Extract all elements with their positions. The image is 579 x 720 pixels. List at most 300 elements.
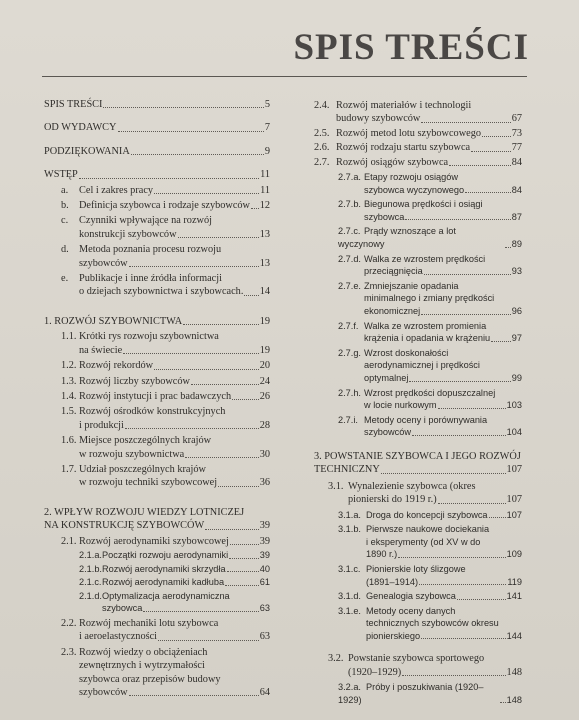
toc-entry-number: 3.1.e. xyxy=(338,605,361,616)
toc-entry-label xyxy=(61,243,221,256)
toc-entry xyxy=(44,576,270,589)
toc-entry-title: 1890 r.) xyxy=(366,549,398,560)
toc-entry xyxy=(44,390,270,403)
toc-entry xyxy=(44,168,270,181)
toc-page-number: 89 xyxy=(511,239,522,249)
toc-entry-number: 1.3. xyxy=(61,375,77,387)
toc-entry xyxy=(314,450,522,463)
toc-entry-title: Walka ze wzrostem prędkości xyxy=(364,253,486,264)
toc-entry-number: a. xyxy=(61,184,69,196)
toc-entry-title: 2. WPŁYW ROZWOJU WIEDZY LOTNICZEJ xyxy=(44,506,245,518)
toc-entry-title: aerodynamicznej i prędkości xyxy=(364,360,480,371)
toc-entry xyxy=(314,171,522,184)
toc-entry xyxy=(314,359,522,372)
toc-entry-title: w rozwoju techniki szybowcowej xyxy=(79,477,218,489)
dot-leader xyxy=(457,599,506,600)
toc-entry-title: Definicja szybowca i rodzaje szybowców xyxy=(79,200,250,212)
toc-page-number: 24 xyxy=(259,375,270,387)
toc-entry-label xyxy=(338,305,420,318)
toc-entry xyxy=(314,225,522,250)
toc-entry-number: 3.1.d. xyxy=(338,591,361,602)
toc-entry-title: 3. POWSTANIE SZYBOWCA I JEGO ROZWÓJ xyxy=(314,450,521,462)
toc-entry-title: Rozwój instytucji i prac badawczych xyxy=(79,390,232,402)
toc-entry-label xyxy=(338,211,404,224)
toc-entry-label xyxy=(79,602,142,615)
toc-entry-label xyxy=(338,399,437,412)
toc-entry-title: Pionierskie loty ślizgowe xyxy=(366,563,466,574)
dot-leader xyxy=(229,558,259,559)
toc-entry-number: 2.7.h. xyxy=(338,387,361,398)
dot-leader xyxy=(230,544,259,545)
toc-entry xyxy=(44,243,270,256)
toc-entry xyxy=(44,184,270,197)
toc-entry xyxy=(314,666,522,679)
toc-entry-number: 1.1. xyxy=(61,331,77,343)
toc-entry-label xyxy=(314,127,481,140)
toc-page-number: 5 xyxy=(264,99,270,110)
toc-entry xyxy=(44,535,270,548)
toc-entry xyxy=(314,523,522,536)
toc-entry-title: minimalnego i zmiany prędkości xyxy=(364,293,495,304)
toc-entry-label xyxy=(328,480,475,493)
toc-entry xyxy=(314,320,522,333)
toc-entry-title: Początki rozwoju aerodynamiki xyxy=(102,549,229,560)
toc-entry xyxy=(314,372,522,385)
toc-entry-number: 2.7.b. xyxy=(338,199,361,210)
toc-entry xyxy=(314,493,522,506)
dot-leader xyxy=(205,529,259,530)
toc-entry-title: Rozwój ośrodków konstrukcyjnych xyxy=(79,406,226,418)
toc-entry-label xyxy=(338,387,495,400)
toc-entry xyxy=(44,145,270,158)
toc-entry-number: 3.2.a. xyxy=(338,682,361,693)
toc-page-number: 40 xyxy=(259,563,270,574)
toc-page-number: 19 xyxy=(259,315,270,327)
toc-page-number: 63 xyxy=(259,603,270,614)
toc-entry-label xyxy=(338,347,448,360)
title-rule xyxy=(42,76,527,77)
toc-page-number: 28 xyxy=(259,419,270,431)
toc-page-number: 87 xyxy=(511,211,522,222)
toc-entry-number: c. xyxy=(61,215,69,227)
toc-entry-label xyxy=(61,184,153,197)
toc-page-number: 7 xyxy=(264,122,270,134)
toc-entry-number: 2.7.c. xyxy=(338,226,361,237)
toc-entry xyxy=(314,563,522,576)
toc-entry xyxy=(44,359,270,372)
toc-entry-label xyxy=(338,509,488,522)
toc-entry-label xyxy=(338,184,464,197)
toc-entry-label xyxy=(61,199,250,212)
toc-entry-title: Wzrost prędkości dopuszczalnej xyxy=(364,387,496,398)
toc-entry-number: 1.2. xyxy=(61,360,77,372)
toc-entry-number: d. xyxy=(61,244,69,256)
toc-left-column xyxy=(44,98,270,699)
toc-entry-title: Wzrost doskonałości xyxy=(364,347,449,358)
dot-leader xyxy=(131,154,264,155)
toc-entry-label xyxy=(61,375,190,388)
toc-entry-title: (1891–1914) xyxy=(366,576,419,587)
dot-leader xyxy=(129,695,259,696)
dot-leader xyxy=(225,585,259,586)
toc-page-number: 107 xyxy=(506,464,522,476)
toc-entry-number: 2.1. xyxy=(61,535,77,547)
toc-entry-label xyxy=(61,344,122,357)
toc-entry-title: szybowca oraz przepisów budowy xyxy=(79,673,221,685)
toc-entry-number: 2.1.a. xyxy=(79,549,102,560)
toc-entry-title: Optymalizacja aerodynamiczna xyxy=(102,590,230,601)
toc-entry-title: ekonomicznej xyxy=(364,305,421,316)
toc-entry-title: Metody oceny danych xyxy=(366,605,456,616)
toc-entry-label xyxy=(61,646,207,659)
toc-entry-label xyxy=(338,198,483,211)
toc-entry-title: na świecie xyxy=(79,344,123,356)
toc-entry-number: 2.6. xyxy=(314,142,330,154)
toc-entry xyxy=(44,476,270,489)
toc-entry xyxy=(44,419,270,432)
toc-entry-title: Rozwój materiałów i technologii xyxy=(336,100,472,111)
toc-entry-label xyxy=(44,506,244,519)
toc-entry xyxy=(314,652,522,665)
toc-entry-number: 2.1.b. xyxy=(79,563,102,574)
toc-page-number: 104 xyxy=(506,427,522,438)
dot-leader xyxy=(419,584,506,585)
toc-entry xyxy=(314,399,522,412)
toc-entry-title: Walka ze wzrostem promienia xyxy=(364,320,487,331)
toc-entry-label xyxy=(338,630,420,643)
toc-entry-label xyxy=(61,659,205,672)
toc-entry-label xyxy=(338,359,480,372)
toc-entry-label xyxy=(61,390,231,403)
dot-leader xyxy=(505,247,511,248)
toc-entry-label xyxy=(61,272,222,285)
toc-entry xyxy=(44,448,270,461)
toc-entry-number: 3.2. xyxy=(328,653,344,665)
toc-entry xyxy=(314,590,522,603)
toc-entry-title: PODZIĘKOWANIA xyxy=(44,145,130,157)
toc-entry-title: budowy szybowców xyxy=(336,113,421,125)
toc-entry-title: szybowców xyxy=(79,686,128,698)
toc-entry-number: 1.5. xyxy=(61,406,77,418)
toc-entry-title: Rozwój aerodynamiki kadłuba xyxy=(102,577,225,588)
dot-leader xyxy=(123,353,259,354)
toc-page-number: 12 xyxy=(259,200,270,212)
dot-leader xyxy=(421,638,506,639)
toc-entry-label xyxy=(79,576,224,589)
toc-entry-label xyxy=(61,214,212,227)
toc-page-number: 144 xyxy=(506,630,522,641)
toc-entry xyxy=(44,257,270,270)
toc-entry-label xyxy=(338,332,490,345)
toc-entry xyxy=(314,463,522,476)
dot-leader xyxy=(118,131,264,132)
toc-page-number: 84 xyxy=(511,184,522,195)
toc-entry-title: Publikacje i inne źródła informacji xyxy=(79,273,222,285)
toc-entry xyxy=(314,548,522,561)
toc-entry xyxy=(314,292,522,305)
toc-entry-number: 2.7. xyxy=(314,156,330,168)
toc-entry-number: 2.7.g. xyxy=(338,347,361,358)
toc-entry xyxy=(314,414,522,427)
toc-page-number: 19 xyxy=(259,344,270,356)
dot-leader xyxy=(251,208,259,209)
toc-entry-label xyxy=(314,463,380,476)
toc-entry-label xyxy=(44,98,102,111)
toc-entry xyxy=(44,563,270,576)
toc-entry-label xyxy=(61,285,243,298)
toc-entry xyxy=(314,184,522,197)
toc-entry-number: 3.1.c. xyxy=(338,563,361,574)
toc-entry xyxy=(314,480,522,493)
toc-entry-label xyxy=(338,292,494,305)
toc-entry-title: Pierwsze naukowe dociekania xyxy=(366,524,490,535)
toc-entry-title: Rozwój metod lotu szybowcowego xyxy=(336,127,481,139)
toc-entry-number: 2.3. xyxy=(61,646,77,658)
toc-entry-label xyxy=(338,617,499,630)
toc-page-number: 9 xyxy=(264,145,270,157)
dot-leader xyxy=(491,341,511,342)
toc-entry-label xyxy=(338,536,480,549)
toc-entry-label xyxy=(61,228,177,241)
toc-entry-title: i eksperymenty (od XV w do xyxy=(366,536,481,547)
dot-leader xyxy=(412,435,506,436)
dot-leader xyxy=(421,122,510,123)
toc-entry-title: konstrukcji szybowców xyxy=(79,228,177,240)
dot-leader xyxy=(154,193,259,194)
toc-entry-label xyxy=(338,523,489,536)
toc-entry-title: Prądy wznoszące a lot wyczynowy xyxy=(338,226,456,249)
toc-entry-title: Wynalezienie szybowca (okres xyxy=(348,480,476,492)
toc-page-number: 26 xyxy=(259,390,270,402)
toc-entry-title: Cel i zakres pracy xyxy=(79,184,154,196)
toc-page-number: 97 xyxy=(511,333,522,344)
toc-page-number: 61 xyxy=(259,577,270,588)
toc-entry-title: szybowca xyxy=(102,603,143,614)
toc-entry-title: zewnętrznych i wytrzymałości xyxy=(79,660,205,672)
toc-entry-label xyxy=(79,549,228,562)
toc-page-number: 119 xyxy=(507,576,522,587)
toc-entry-label xyxy=(314,141,470,154)
toc-entry-title: Rozwój rodzaju startu szybowca xyxy=(336,142,471,154)
dot-leader xyxy=(398,557,506,558)
toc-page-number: 39 xyxy=(259,535,270,547)
toc-entry-label xyxy=(338,280,459,293)
toc-entry-label xyxy=(338,372,408,385)
toc-page-number: 63 xyxy=(259,631,270,643)
dot-leader xyxy=(421,314,511,315)
dot-leader xyxy=(143,611,258,612)
toc-entry xyxy=(44,375,270,388)
toc-entry xyxy=(314,280,522,293)
toc-entry-title: szybowców xyxy=(79,257,128,269)
toc-entry-label xyxy=(338,605,455,618)
toc-entry-title: Etapy rozwoju osiągów xyxy=(364,172,458,183)
toc-entry-number: e. xyxy=(61,273,69,285)
toc-page-number: 36 xyxy=(259,477,270,489)
toc-entry-number: 2.2. xyxy=(61,617,77,629)
toc-page-number: 109 xyxy=(506,549,522,560)
toc-entry-label xyxy=(338,320,486,333)
toc-entry-title: i produkcji xyxy=(79,419,124,431)
dot-leader xyxy=(178,237,259,238)
toc-entry-number: 2.7.e. xyxy=(338,280,361,291)
toc-entry-title: Rozwój rekordów xyxy=(79,360,154,372)
toc-entry-title: w rozwoju szybownictwa xyxy=(79,448,185,460)
toc-entry xyxy=(44,121,270,134)
toc-entry-title: (1920–1929) xyxy=(348,666,402,678)
dot-leader xyxy=(409,381,510,382)
toc-entry xyxy=(314,681,522,706)
toc-page-number: 13 xyxy=(259,228,270,240)
dot-leader xyxy=(185,457,258,458)
toc-entry-label xyxy=(328,493,437,506)
toc-entry xyxy=(44,686,270,699)
dot-leader xyxy=(449,165,511,166)
toc-entry-number: 2.1.c. xyxy=(79,577,102,588)
toc-entry xyxy=(314,536,522,549)
toc-entry-title: Krótki rys rozwoju szybownictwa xyxy=(79,331,219,343)
toc-entry-title: Rozwój aerodynamiki skrzydła xyxy=(102,563,226,574)
toc-entry-label xyxy=(61,257,128,270)
dot-leader xyxy=(438,408,506,409)
toc-entry xyxy=(44,646,270,659)
toc-page-number: 11 xyxy=(260,169,270,181)
toc-entry-title: Genealogia szybowca xyxy=(366,591,456,602)
toc-entry-number: 3.1. xyxy=(328,480,344,492)
toc-entry-number: 1.7. xyxy=(61,463,77,475)
toc-entry-title: pionierski do 1919 r.) xyxy=(348,494,437,506)
toc-right-column xyxy=(314,98,522,706)
toc-page-number: 148 xyxy=(506,694,522,705)
toc-entry-label xyxy=(338,548,397,561)
dot-leader xyxy=(125,428,259,429)
toc-page-number: 148 xyxy=(506,666,522,678)
toc-entry-number: 2.7.a. xyxy=(338,172,361,183)
toc-entry xyxy=(44,549,270,562)
page-title: SPIS TREŚCI xyxy=(293,27,529,68)
toc-entry-number: 2.1.d. xyxy=(79,590,102,601)
toc-entry-number: 2.7.f. xyxy=(338,320,359,331)
toc-entry-label xyxy=(338,171,458,184)
toc-entry-label xyxy=(61,405,225,418)
toc-entry xyxy=(44,463,270,476)
toc-entry-label xyxy=(314,450,521,463)
dot-leader xyxy=(227,571,259,572)
toc-entry-label xyxy=(61,617,218,630)
dot-leader xyxy=(381,473,506,474)
toc-entry-number: 1.4. xyxy=(61,390,77,402)
toc-entry-label xyxy=(338,253,485,266)
toc-entry-title: Metody oceny i porównywania xyxy=(364,414,488,425)
toc-entry xyxy=(314,127,522,140)
toc-entry xyxy=(314,198,522,211)
dot-leader xyxy=(154,369,259,370)
toc-entry xyxy=(314,347,522,360)
toc-page-number: 96 xyxy=(511,305,522,316)
toc-entry-label xyxy=(61,419,124,432)
toc-page-number: 64 xyxy=(259,686,270,698)
toc-entry-title: TECHNICZNY xyxy=(314,464,380,476)
toc-page-number: 14 xyxy=(259,286,270,298)
toc-entry xyxy=(44,659,270,672)
toc-entry-title: Rozwój osiągów szybowca xyxy=(336,156,449,168)
dot-leader xyxy=(103,107,263,108)
toc-entry-title: Zmniejszanie opadania xyxy=(364,280,459,291)
toc-page-number: 103 xyxy=(506,400,522,411)
toc-entry-title: przeciągnięcia xyxy=(364,266,423,277)
dot-leader xyxy=(438,503,506,504)
toc-entry xyxy=(44,228,270,241)
toc-page-number: 141 xyxy=(506,591,522,602)
toc-page-number: 20 xyxy=(259,360,270,372)
toc-entry-label xyxy=(61,330,219,343)
toc-entry xyxy=(314,617,522,630)
dot-leader xyxy=(244,295,258,296)
toc-entry-label xyxy=(338,563,466,576)
toc-entry xyxy=(44,602,270,615)
toc-entry-title: 1. ROZWÓJ SZYBOWNICTWA xyxy=(44,315,183,327)
toc-entry-title: Rozwój liczby szybowców xyxy=(79,375,190,387)
toc-entry xyxy=(44,330,270,343)
dot-leader xyxy=(232,399,259,400)
toc-entry-title: Miejsce poszczególnych krajów xyxy=(79,435,212,447)
toc-entry-title: Powstanie szybowca sportowego xyxy=(348,653,485,665)
toc-entry xyxy=(44,98,270,111)
dot-leader xyxy=(158,640,259,641)
toc-entry-title: Droga do koncepcji szybowca xyxy=(366,509,488,520)
toc-entry-label xyxy=(328,666,401,679)
toc-entry xyxy=(44,272,270,285)
toc-entry-title: pionierskiego xyxy=(366,630,421,641)
toc-entry-title: OD WYDAWCY xyxy=(44,122,117,134)
toc-entry-title: NA KONSTRUKCJĘ SZYBOWCÓW xyxy=(44,520,205,532)
toc-entry-title: o dziejach szybownictwa i szybowcach. xyxy=(79,286,244,298)
toc-page-number: 77 xyxy=(511,142,522,154)
toc-page-number: 11 xyxy=(260,184,270,196)
toc-entry-label xyxy=(61,476,217,489)
toc-entry-label xyxy=(61,630,157,643)
toc-page-number: 73 xyxy=(511,127,522,139)
toc-entry xyxy=(44,214,270,227)
toc-entry-number: b. xyxy=(61,200,69,212)
toc-entry-number: 2.7.d. xyxy=(338,253,361,264)
toc-entry-label xyxy=(338,590,456,603)
dot-leader xyxy=(129,266,259,267)
toc-entry-title: Rozwój wiedzy o obciążeniach xyxy=(79,646,208,658)
toc-entry-title: SPIS TREŚCI xyxy=(44,99,103,110)
toc-entry xyxy=(44,285,270,298)
toc-entry-title: Rozwój mechaniki lotu szybowca xyxy=(79,617,219,629)
toc-entry-label xyxy=(338,225,504,250)
toc-entry-title: szybowca wyczynowego xyxy=(364,184,465,195)
dot-leader xyxy=(500,702,506,703)
toc-entry-label xyxy=(44,145,130,158)
toc-entry-label xyxy=(61,535,229,548)
dot-leader xyxy=(191,384,259,385)
toc-page-number: 39 xyxy=(259,520,270,532)
toc-entry xyxy=(44,506,270,519)
toc-entry-number: 3.1.b. xyxy=(338,524,361,535)
toc-entry-label xyxy=(61,359,153,372)
toc-page-number: 67 xyxy=(511,113,522,125)
toc-entry-title: krążenia i opadania w krążeniu xyxy=(364,333,491,344)
toc-entry xyxy=(314,141,522,154)
toc-page-number: 99 xyxy=(511,372,522,383)
toc-page-number: 30 xyxy=(259,448,270,460)
toc-entry-label xyxy=(79,563,226,576)
toc-entry-label xyxy=(79,590,230,603)
toc-entry xyxy=(44,590,270,603)
